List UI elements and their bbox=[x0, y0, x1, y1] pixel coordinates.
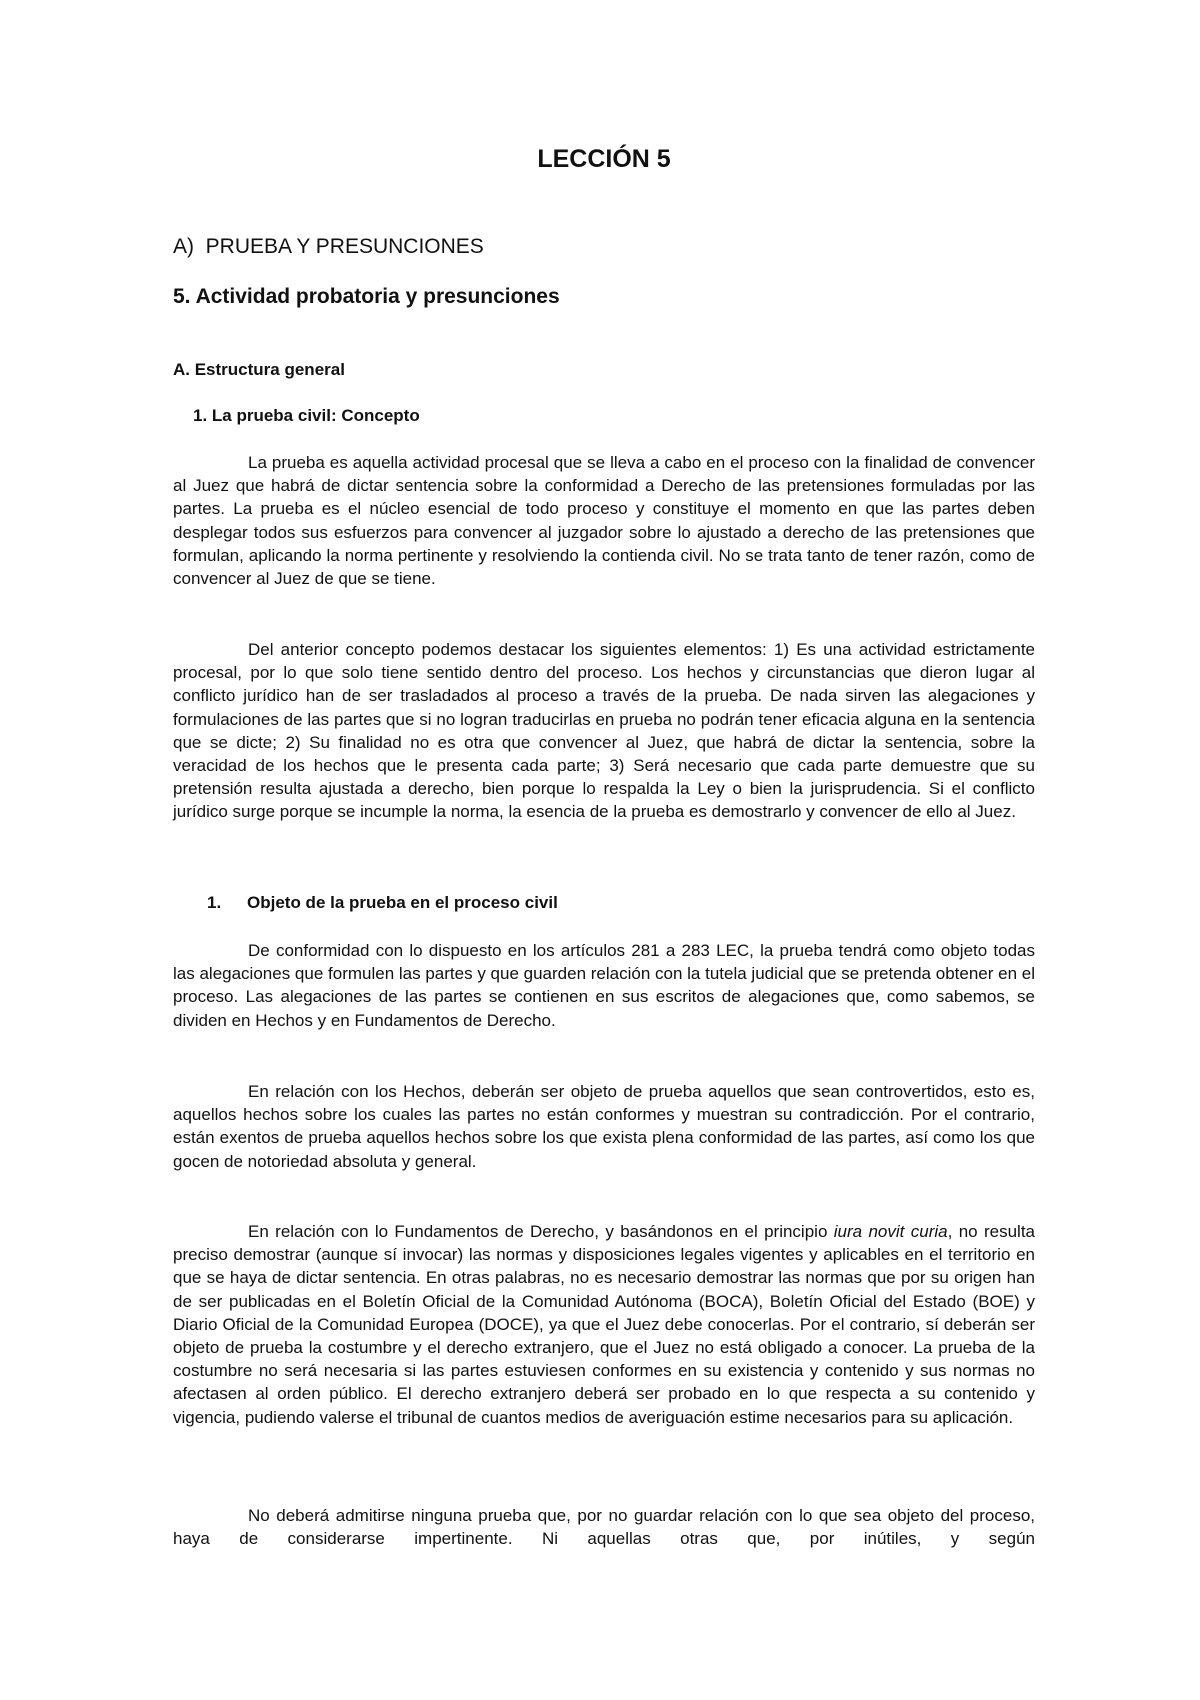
paragraph-legal-grounds-rest: , no resulta preciso demostrar (aunque sí invocar) las normas y disposiciones legales vigentes y aplicables en el territorio en que se haya de dictar sentencia. En otras palabras, no es necesario demostrar las normas que por su origen han de ser publicadas en el Boletín Oficial de la Comunidad Autónoma (BOCA), Boletín Oficial del Estado (BOE) y Diario Oficial de la Comunidad Europea (DOCE), ya que el Juez debe conocerlas. Por el contrario, sí deberán ser objeto de prueba la costumbre y el derecho extranjero, que el Juez no está obligado a conocer. La prueba de la costumbre no será necesaria si las partes estuviesen conformes en su existencia y contenido y sus normas no afectasen al orden público. El derecho extranjero deberá ser probado en lo que respecta a su contenido y vigencia, pudiendo valerse el tribunal de cuantos medios de averiguación estime necesarios para su aplicación. bbox=[173, 1222, 1035, 1427]
lesson-title: LECCIÓN 5 bbox=[537, 145, 671, 173]
paragraph-object: De conformidad con lo dispuesto en los artículos 281 a 283 LEC, la prueba tendrá como objeto todas las alegaciones que formulen las partes y que guarden relación con la tutela judicial que se pretenda obtener en el proceso. Las alegaciones de las partes se contienen en sus escritos de alegaciones que, como sabemos, se dividen en Hechos y en Fundamentos de Derecho. bbox=[173, 941, 1035, 1030]
sub-heading: A. Estructura general bbox=[173, 360, 345, 379]
paragraph-facts: En relación con los Hechos, deberán ser objeto de prueba aquellos que sean controvertidos, esto es, aquellos hechos sobre los cuales las partes no están conformes y muestran su contradicción. Por el contrario, están exentos de prueba aquellos hechos sobre los que exista plena conformidad de las partes, así como los que gocen de notoriedad absoluta y general. bbox=[173, 1082, 1035, 1171]
object-heading bbox=[207, 893, 558, 913]
object-heading-text: Objeto de la prueba en el proceso civil bbox=[247, 893, 558, 912]
chapter-heading: 5. Actividad probatoria y presunciones bbox=[173, 285, 560, 308]
section-heading: A) PRUEBA Y PRESUNCIONES bbox=[173, 235, 484, 258]
object-heading-number: 1. bbox=[207, 893, 222, 912]
paragraph-elements: Del anterior concepto podemos destacar los siguientes elementos: 1) Es una actividad estrictamente procesal, por lo que solo tiene sentido dentro del proceso. Los hechos y circunstancias que dieron lugar al conflicto jurídico han de ser trasladados al proceso a través de la prueba. De nada sirven las alegaciones y formulaciones de las partes que si no logran traducirlas en prueba no podrán tener eficacia alguna en la sentencia que se dicte; 2) Su finalidad no es otra que convencer al Juez, que habrá de dictar la sentencia, sobre la veracidad de los hechos que le presenta cada parte; 3) Será necesario que cada parte demuestre que su pretensión resulta ajustada a derecho, bien porque lo respalda la Ley o bien la jurisprudencia. Si el conflicto jurídico surge porque se incumple la norma, la esencia de la prueba es demostrarlo y convencer de ello al Juez. bbox=[173, 640, 1035, 822]
paragraph-legal-grounds bbox=[173, 1220, 1035, 1429]
paragraph-inadmissible: No deberá admitirse ninguna prueba que, por no guardar relación con lo que sea objeto del proceso, haya de considerarse impertinente. Ni aquellas otras que, por inútiles, y según bbox=[173, 1506, 1035, 1549]
topic-heading: 1. La prueba civil: Concepto bbox=[193, 406, 420, 425]
latin-phrase: iura novit curia bbox=[833, 1222, 948, 1241]
paragraph-concept: La prueba es aquella actividad procesal que se lleva a cabo en el proceso con la finalidad de convencer al Juez que habrá de dictar sentencia sobre la conformidad a Derecho de las pretensiones formuladas por las partes. La prueba es el núcleo esencial de todo proceso y constituye el momento en que las partes deben desplegar todos sus esfuerzos para convencer al juzgador sobre lo ajustado a derecho de las pretensiones que formulan, aplicando la norma pertinente y resolviendo la contienda civil. No se trata tanto de tener razón, como de convencer al Juez de que se tiene. bbox=[173, 453, 1035, 589]
paragraph-legal-grounds-start: En relación con lo Fundamentos de Derecho, y basándonos en el principio bbox=[248, 1222, 834, 1241]
